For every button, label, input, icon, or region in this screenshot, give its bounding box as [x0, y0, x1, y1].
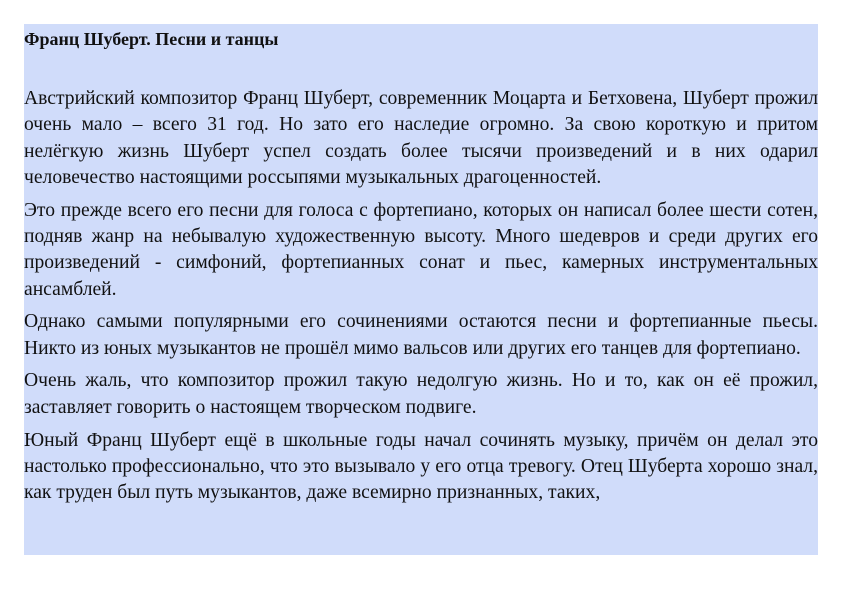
document-page [24, 24, 818, 555]
document-body [24, 86, 818, 506]
paragraph: Австрийский композитор Франц Шуберт, современник Моцарта и Бетховена, Шуберт прожил очень мало – всего 31 год. Но зато его наследие огромно. За свою короткую и притом нелёгкую жизнь Шуберт успел создать более тысячи произведений и в них одарил человечество настоящими россыпями музыкальных драгоценностей. [24, 88, 818, 188]
document-title: Франц Шуберт. Песни и танцы [24, 29, 279, 49]
paragraph: Это прежде всего его песни для голоса с фортепиано, которых он написал более шести сотен, подняв жанр на небывалую художественную высоту. Много шедевров и среди других его произведений - симфоний, фортепианных сонат и пьес, камерных инструментальных ансамблей. [24, 199, 818, 300]
paragraph: Очень жаль, что композитор прожил такую недолгую жизнь. Но и то, как он её прожил, заставляет говорить о настоящем творческом подвиге. [24, 370, 818, 418]
paragraph: Однако самыми популярными его сочинениями остаются песни и фортепианные пьесы. Никто из юных музыкантов не прошёл мимо вальсов или других его танцев для фортепиано. [24, 311, 818, 359]
paragraph: Юный Франц Шуберт ещё в школьные годы начал сочинять музыку, причём он делал это настолько профессионально, что это вызывало у его отца тревогу. Отец Шуберта хорошо знал, как труден был путь музыкантов, даже всемирно признанных, таких, [24, 429, 818, 504]
